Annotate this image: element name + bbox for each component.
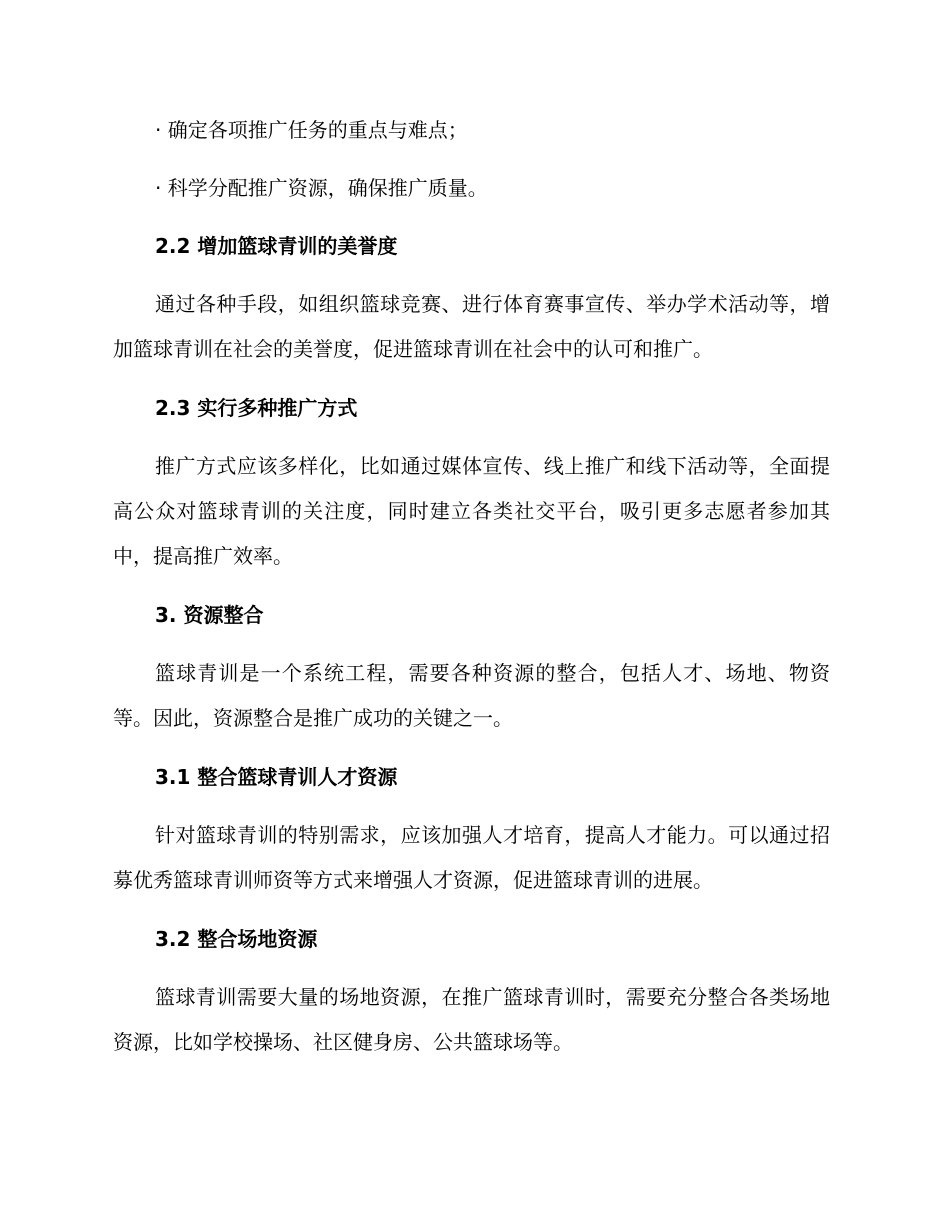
section-paragraph: 篮球青训需要大量的场地资源，在推广篮球青训时，需要充分整合各类场地资源，比如学校操场、社区健身房、公共篮球场等。 (113, 985, 830, 1054)
section-heading: 3.2 整合场地资源 (155, 927, 318, 951)
section-heading: 3. 资源整合 (155, 603, 264, 627)
section-paragraph: 篮球青训是一个系统工程，需要各种资源的整合，包括人才、场地、物资等。因此，资源整合是推广成功的关键之一。 (113, 661, 830, 730)
section-heading: 2.2 增加篮球青训的美誉度 (155, 234, 398, 258)
section-paragraph: 通过各种手段，如组织篮球竞赛、进行体育赛事宣传、举办学术活动等，增加篮球青训在社会的美誉度，促进篮球青训在社会中的认可和推广。 (113, 292, 830, 361)
section-paragraph: 推广方式应该多样化，比如通过媒体宣传、线上推广和线下活动等，全面提高公众对篮球青训的关注度，同时建立各类社交平台，吸引更多志愿者参加其中，提高推广效率。 (113, 454, 830, 568)
bullet-item: · 确定各项推广任务的重点与难点； (155, 118, 468, 142)
section-heading: 3.1 整合篮球青训人才资源 (155, 765, 398, 789)
bullet-item: · 科学分配推广资源，确保推广质量。 (155, 176, 488, 200)
section-paragraph: 针对篮球青训的特别需求，应该加强人才培育，提高人才能力。可以通过招募优秀篮球青训师资等方式来增强人才资源，促进篮球青训的进展。 (113, 823, 830, 892)
section-heading: 2.3 实行多种推广方式 (155, 396, 358, 420)
